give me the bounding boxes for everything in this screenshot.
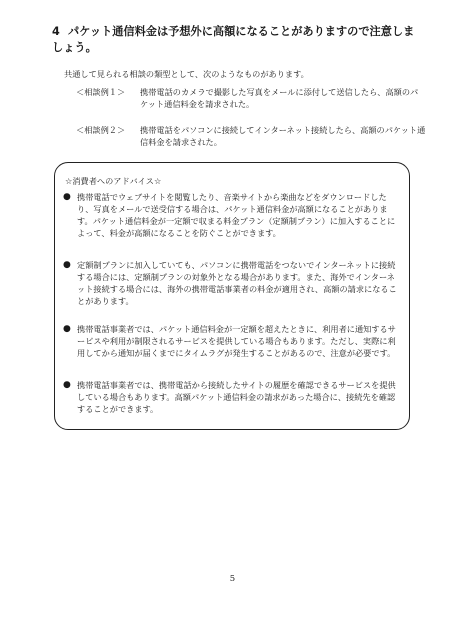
bullet-icon: ● <box>63 260 71 270</box>
section-title: パケット通信料金は予想外に高額になることがありますので注意しましょう。 <box>52 25 415 54</box>
intro-text: 共通して見られる相談の類型として、次のようなものがあります。 <box>64 69 309 79</box>
advice-item <box>63 191 403 239</box>
advice-item <box>63 379 403 415</box>
consultation-example-2 <box>76 124 426 148</box>
section-number: 4 <box>52 25 60 38</box>
bullet-icon: ● <box>63 380 71 390</box>
page-number: 5 <box>229 574 236 584</box>
advice-item <box>63 259 403 307</box>
advice-text: 携帯電話事業者では、携帯電話から接続したサイトの履歴を確認できるサービスを提供している場合もあります。高額パケット通信料金の請求があった場合に、接続先を確認することができます。 <box>77 380 396 414</box>
consultation-example-1 <box>76 86 426 110</box>
example-tag: ＜相談例２＞ <box>76 125 126 135</box>
example-text: 携帯電話のカメラで撮影した写真をメールに添付して送信したら、高額のパケット通信料金を請求された。 <box>140 87 419 109</box>
bullet-icon: ● <box>63 192 71 202</box>
advice-text: 携帯電話でウェブサイトを閲覧したり、音楽サイトから楽曲などをダウンロードしたり、写真をメールで送受信する場合は、パケット通信料金が高額になることがあります。パケット通信料金が一定額で収まる料金プラン（定額制プラン）に加入することによって、料金が高額になることを防ぐことができます。 <box>77 192 396 238</box>
consumer-advice-box <box>54 162 410 430</box>
advice-title: ☆消費者へのアドバイス☆ <box>65 176 162 186</box>
example-tag: ＜相談例１＞ <box>76 87 126 97</box>
section-heading <box>52 24 424 56</box>
example-text: 携帯電話をパソコンに接続してインターネット接続したら、高額のパケット通信料金を請求された。 <box>140 125 426 147</box>
advice-text: 携帯電話事業者では、パケット通信料金が一定額を超えたときに、利用者に通知するサービスや利用が制限されるサービスを提供している場合もあります。ただし、実際に利用してから通知が届くまでにタイムラグが発生することがあるので、注意が必要です。 <box>77 324 396 358</box>
advice-text: 定額制プランに加入していても、パソコンに携帯電話をつないでインターネットに接続する場合には、定額制プランの対象外となる場合があります。また、海外でインターネット接続する場合には、海外の携帯電話事業者の料金が適用され、高額の請求になることがあります。 <box>77 260 397 306</box>
bullet-icon: ● <box>63 324 71 334</box>
advice-item <box>63 323 403 359</box>
